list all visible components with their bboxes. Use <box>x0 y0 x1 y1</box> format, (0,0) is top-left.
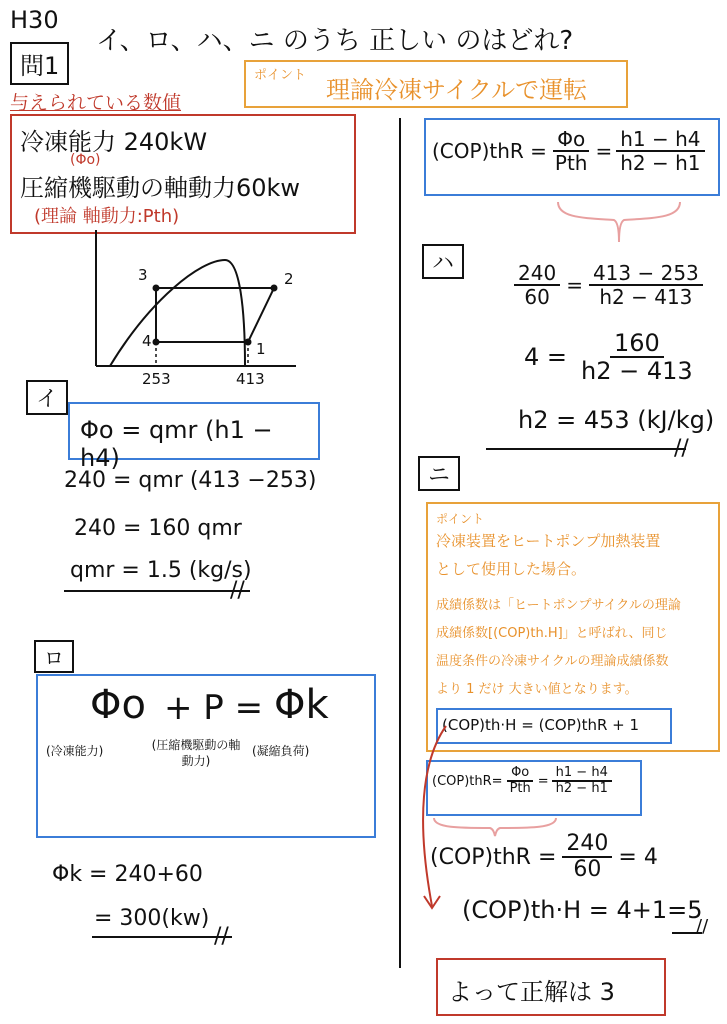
section-ha-label: ハ <box>422 244 464 279</box>
section-ni-arrow <box>412 720 452 920</box>
section-ni-calc-rhs: = 4 <box>618 844 658 870</box>
section-ni-formula-box <box>436 708 672 744</box>
section-ni-cop-eq: = <box>537 773 549 789</box>
year-label: H30 <box>10 6 59 34</box>
section-ro-line-1: Φk = 240+60 <box>52 862 203 887</box>
section-ni-point-box <box>426 502 720 752</box>
section-ha-f3-num: 160 <box>610 330 664 358</box>
section-ha-l2-lhs: 4 = <box>524 343 568 372</box>
section-i-formula: Φo = qmr (h1 − h4) <box>80 416 273 472</box>
point-1-label: 1 <box>256 340 266 358</box>
x-label-413: 413 <box>236 370 265 388</box>
section-i-label: イ <box>26 380 68 415</box>
answer-text: よって正解は 3 <box>448 978 615 1006</box>
question-number-box: 問1 <box>10 42 69 85</box>
x-label-253: 253 <box>142 370 171 388</box>
section-ro-line-2: = 300(kw) <box>94 906 210 931</box>
section-i-underline <box>64 590 250 592</box>
cop-top-frac-2 <box>616 128 704 174</box>
section-ni-calc-lhs: (COP)thR = <box>430 844 557 870</box>
section-ro-phi-k: Φk <box>274 682 329 728</box>
section-ni-cf2-den: h2 − h1 <box>555 781 608 797</box>
section-ni-final: (COP)th·H = 4+1=5 <box>462 896 703 924</box>
section-ha-eq: = <box>566 273 583 297</box>
section-ro-note-c: (凝縮負荷) <box>252 744 310 758</box>
section-ro-end-mark: // <box>214 924 229 949</box>
answer-box <box>436 958 666 1016</box>
cop-top-f1-num: Φo <box>553 128 589 152</box>
section-ni-cop-frac-1 <box>506 766 535 797</box>
section-ha-line-1 <box>514 262 703 308</box>
cop-top-f2-num: h1 − h4 <box>616 128 704 152</box>
section-ha-f2-num: 413 − 253 <box>589 262 703 286</box>
section-ni-formula: (COP)th·H = (COP)thR + 1 <box>442 716 640 734</box>
section-ni-point-line-6: より 1 だけ 大きい値となります。 <box>436 682 638 697</box>
point-tag: ポイント <box>254 68 307 83</box>
section-ro-underline <box>92 936 232 938</box>
section-ni-cop-row <box>432 766 612 797</box>
section-ro-note-b: (圧縮機駆動の軸動力) <box>151 738 241 768</box>
given-line-2: 圧縮機駆動の軸動力60kw <box>20 174 301 202</box>
cop-top-eq: = <box>595 139 613 163</box>
ph-diagram <box>90 230 300 390</box>
section-ha-line-3: h2 = 453 (kJ/kg) <box>518 406 715 434</box>
cop-top-box <box>424 118 720 196</box>
question-text: イ、ロ、ハ、ニ のうち 正しい のはどれ? <box>96 26 574 56</box>
section-ha-frac-2 <box>589 262 703 308</box>
section-ro-note-a: (冷凍能力) <box>46 744 104 758</box>
cop-top-brace <box>554 198 684 244</box>
section-ro-box <box>36 674 376 838</box>
section-ni-point-line-5: 温度条件の冷凍サイクルの理論成績係数 <box>436 654 669 669</box>
section-ha-f1-num: 240 <box>514 262 560 286</box>
section-ha-f3-den: h2 − 413 <box>581 357 693 386</box>
section-ni-cf1-den: Pth <box>509 781 531 797</box>
cop-top-frac-1 <box>551 128 592 174</box>
section-i-line-3: qmr = 1.5 (kg/s) <box>70 558 252 583</box>
given-box <box>10 114 356 234</box>
section-ni-point-line-3: 成績係数は「ヒートポンプサイクルの理論 <box>436 598 681 613</box>
point-text: 理論冷凍サイクルで運転 <box>326 76 588 104</box>
section-ni-point-line-1: 冷凍装置をヒートポンプ加熱装置 <box>436 532 661 550</box>
section-i-end-mark: // <box>230 578 245 603</box>
section-ha-f2-den: h2 − 413 <box>599 285 693 309</box>
cop-top-lhs: (COP)thR = <box>432 139 547 163</box>
section-ro-phi-o: Φo <box>90 682 146 728</box>
section-i-line-1: 240 = qmr (413 −253) <box>64 468 317 493</box>
point-2-label: 2 <box>284 270 294 288</box>
point-box-main <box>244 60 628 108</box>
section-ni-end-mark: // <box>696 916 709 937</box>
cop-top-row <box>432 128 705 174</box>
cop-top-f2-den: h2 − h1 <box>620 151 701 175</box>
given-title: 与えられている数値 <box>10 92 182 114</box>
cop-top-f1-den: Pth <box>554 151 588 175</box>
section-i-line-2: 240 = 160 qmr <box>74 516 242 541</box>
section-ha-frac-3 <box>577 330 697 385</box>
section-ha-underline <box>486 448 686 450</box>
section-ni-point-tag: ポイント <box>436 512 485 526</box>
section-ni-cf1-num: Φo <box>507 766 533 782</box>
section-ha-end-mark: // <box>674 436 689 461</box>
column-divider <box>399 118 401 968</box>
section-ni-calc-den: 60 <box>573 857 602 883</box>
section-ni-label: ニ <box>418 456 460 491</box>
section-ni-point-line-2: として使用した場合。 <box>436 560 587 578</box>
section-ro-plus-p: + P = <box>164 688 264 728</box>
section-ni-calc <box>430 832 658 882</box>
given-line-1-sub: (Φo) <box>70 152 101 168</box>
point-4-label: 4 <box>142 332 152 350</box>
point-3-label: 3 <box>138 266 148 284</box>
given-line-1: 冷凍能力 240kW <box>20 128 208 156</box>
section-ha-line-2 <box>524 330 697 385</box>
section-ni-point-line-4: 成績係数[(COP)th.H]」と呼ばれ、同じ <box>436 626 668 641</box>
section-i-formula-box <box>68 402 320 472</box>
given-line-3: (理論 軸動力:Pth) <box>34 206 180 227</box>
section-ro-label: ロ <box>34 640 74 673</box>
section-ni-cop-lhs: (COP)thR= <box>432 773 503 789</box>
section-ni-calc-num: 240 <box>562 832 612 858</box>
section-ha-f1-den: 60 <box>524 285 550 309</box>
section-ha-frac-1 <box>514 262 560 308</box>
section-ni-cop-frac-2 <box>552 766 612 797</box>
section-ni-calc-frac <box>562 832 612 882</box>
section-ni-cop-box <box>426 760 642 816</box>
section-ni-cf2-num: h1 − h4 <box>552 766 612 782</box>
